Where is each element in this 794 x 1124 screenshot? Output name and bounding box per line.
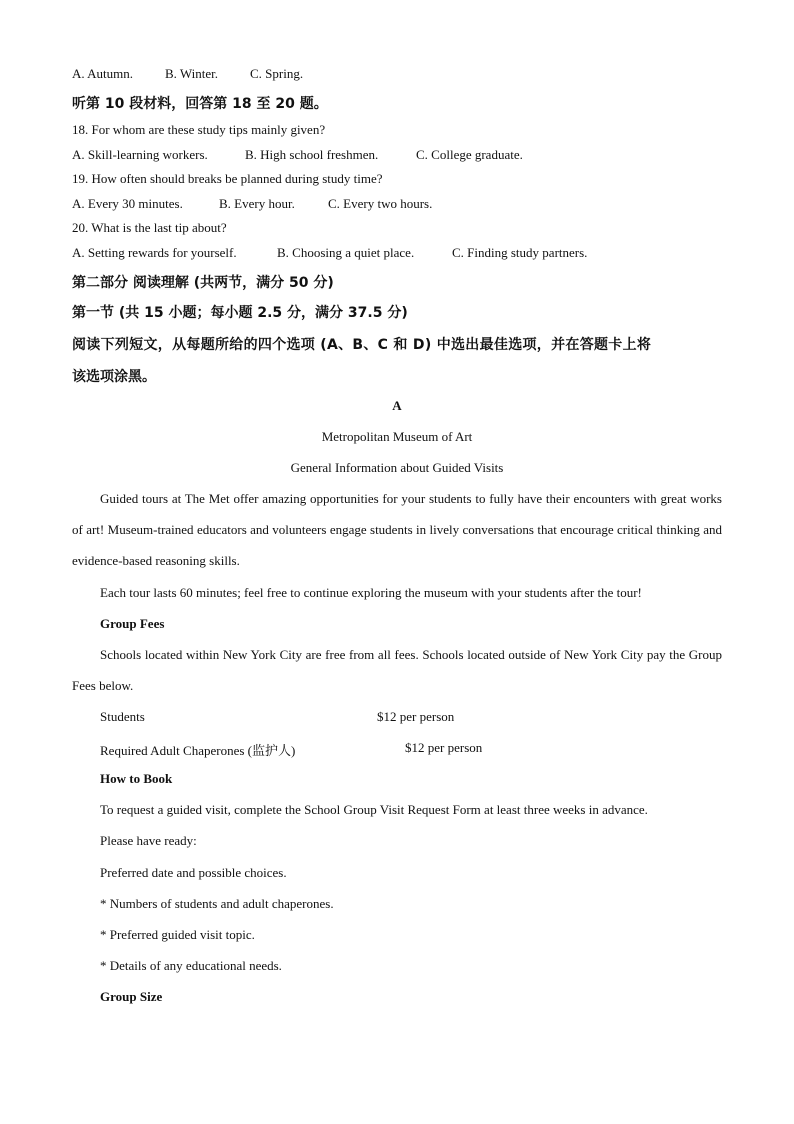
q17-options	[72, 66, 303, 82]
question-text: 19. How often should breaks be planned during study time?	[72, 171, 383, 186]
section1-heading: 第一节 (共 15 小题；每小题 2.5 分，满分 37.5 分)	[72, 305, 408, 321]
option: A. Skill-learning workers.	[72, 147, 208, 162]
question-text: 20. What is the last tip about?	[72, 220, 227, 235]
option: C. Spring.	[250, 66, 304, 81]
passage-letter: A	[392, 398, 402, 413]
question-text: 18. For whom are these study tips mainly given?	[72, 122, 326, 137]
question-options	[72, 196, 432, 212]
ready-item: * Details of any educational needs.	[100, 958, 282, 973]
option: B. High school freshmen.	[245, 147, 379, 162]
question-options	[72, 147, 523, 163]
ready-item: * Preferred guided visit topic.	[100, 927, 255, 942]
group-fees-heading: Group Fees	[100, 616, 165, 631]
ready-item: * Numbers of students and adult chaperones.	[100, 896, 334, 911]
paragraph: Schools located within New York City are free from all fees. Schools located outside of New York City pay the Group Fees below.	[72, 647, 722, 693]
option: B. Winter.	[165, 66, 219, 81]
option: A. Every 30 minutes.	[72, 196, 183, 211]
section10-heading: 听第 10 段材料，回答第 18 至 20 题。	[72, 96, 328, 112]
part2-heading: 第二部分 阅读理解 (共两节，满分 50 分)	[72, 275, 334, 291]
group-size-heading: Group Size	[100, 989, 163, 1004]
fee-price: $12 per person	[405, 740, 483, 755]
how-to-book-heading: How to Book	[100, 771, 173, 786]
fee-label: Required Adult Chaperones (监护人)	[100, 743, 296, 758]
please-have-ready: Please have ready:	[100, 833, 197, 848]
book-line: To request a guided visit, complete the School Group Visit Request Form at least three weeks in advance.	[100, 802, 648, 817]
option: A. Autumn.	[72, 66, 134, 81]
instruction-line: 阅读下列短文，从每题所给的四个选项 (A、B、C 和 D) 中选出最佳选项，并在答题卡上将	[72, 337, 652, 353]
passage-subtitle: General Information about Guided Visits	[290, 460, 504, 475]
instruction-line: 该选项涂黑。	[72, 369, 156, 385]
option: B. Every hour.	[219, 196, 295, 211]
paragraph: Guided tours at The Met offer amazing opportunities for your students to fully have their encounters with great works of art! Museum-trained educators and volunteers engage students in lively conversations that encourage critical thinking and evidence-based reasoning skills.	[72, 491, 722, 568]
question-options	[72, 245, 587, 261]
fee-label: Students	[100, 709, 145, 724]
option: C. College graduate.	[416, 147, 523, 162]
option: A. Setting rewards for yourself.	[72, 245, 237, 260]
passage-title: Metropolitan Museum of Art	[321, 429, 473, 444]
option: C. Every two hours.	[328, 196, 433, 211]
ready-item: Preferred date and possible choices.	[100, 865, 287, 880]
option: C. Finding study partners.	[452, 245, 588, 260]
paragraph: Each tour lasts 60 minutes; feel free to continue exploring the museum with your students after the tour!	[100, 585, 642, 600]
option: B. Choosing a quiet place.	[277, 245, 415, 260]
fee-price: $12 per person	[377, 709, 455, 724]
